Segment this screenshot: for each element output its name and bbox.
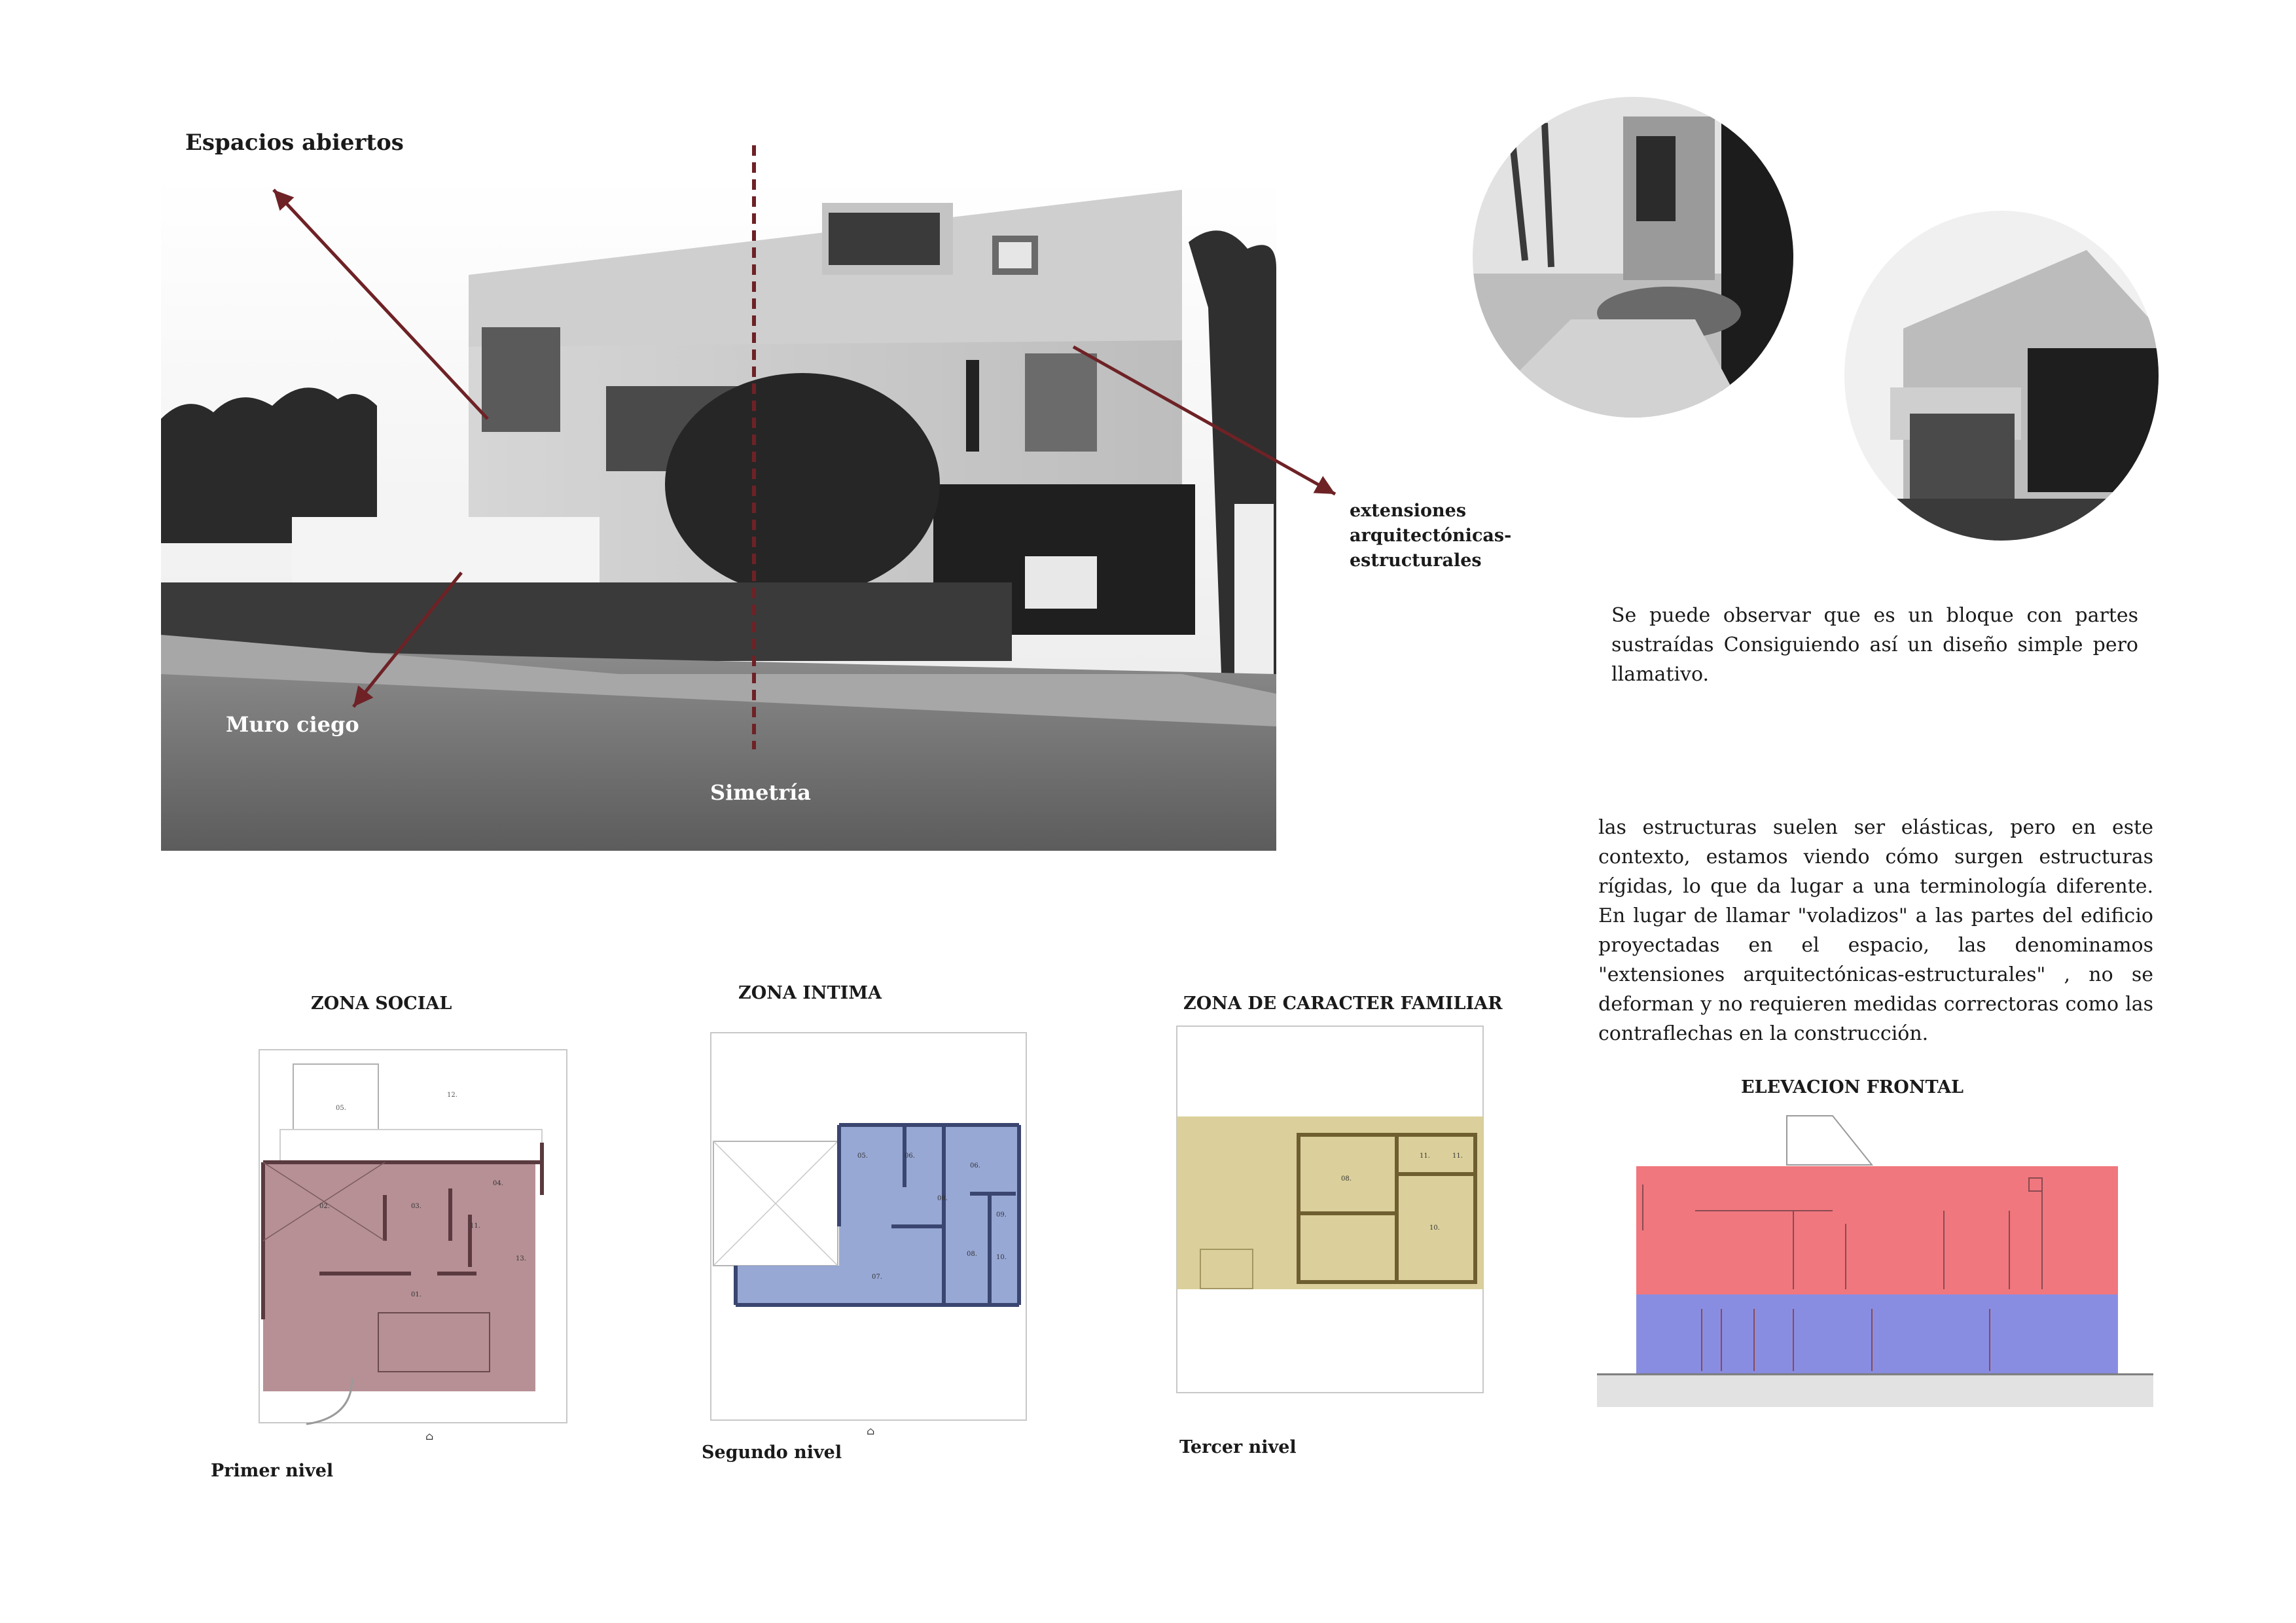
floor-plan-segundo-nivel	[708, 1030, 1029, 1437]
social-zone-fill	[263, 1162, 535, 1391]
level-label-primer: Primer nivel	[211, 1461, 334, 1481]
entry-marker: ⌂	[867, 1425, 875, 1437]
room-label: 03.	[411, 1203, 422, 1210]
room-label: 01.	[411, 1291, 422, 1298]
label-simetria: Simetría	[710, 780, 812, 805]
room-label: 08.	[967, 1251, 977, 1258]
label-espacios-abiertos: Espacios abiertos	[185, 130, 404, 156]
level-label-tercer: Tercer nivel	[1179, 1437, 1297, 1457]
entry-marker: ⌂	[425, 1430, 434, 1442]
paragraph-estructuras: las estructuras suelen ser elásticas, pero en este contexto, estamos viendo cómo surgen estructuras rígidas, lo que da lugar a una terminología diferente. En lugar de llamar "voladizos" a las partes del edificio proyectadas en el espacio, las denominamos "extensiones arquitectónicas-estructurales" , no se deforman y no requieren medidas correctoras como las contraflechas en la construcción.	[1598, 816, 2153, 1045]
label-extensiones-line-3: estructurales	[1350, 550, 1482, 571]
level-label-segundo: Segundo nivel	[702, 1442, 842, 1463]
room-label: 06.	[905, 1152, 915, 1160]
extensiones-arrow	[1073, 347, 1335, 494]
zone-familiar-title: ZONA DE CARACTER FAMILIAR	[1183, 993, 1503, 1014]
muro-arrow	[353, 573, 461, 707]
label-muro-ciego: Muro ciego	[226, 712, 359, 737]
label-extensiones-line-1: extensiones	[1350, 501, 1467, 521]
elevation-upper-fill	[1636, 1166, 2118, 1294]
room-label: 11.	[1452, 1152, 1463, 1160]
room-label: 06.	[970, 1162, 980, 1169]
room-label: 04.	[493, 1180, 503, 1187]
room-label: 08.	[1341, 1175, 1352, 1183]
room-label: 10.	[1429, 1224, 1440, 1232]
familiar-zone-fill	[1177, 1116, 1483, 1289]
room-label: 02.	[319, 1203, 330, 1210]
room-label: 08.	[937, 1195, 948, 1202]
label-extensiones-line-2: arquitectónicas-	[1350, 526, 1512, 546]
floor-plan-tercer-nivel	[1174, 1024, 1486, 1395]
room-label: 05.	[857, 1152, 868, 1160]
room-label: 11.	[1420, 1152, 1430, 1160]
elevation-lower-fill	[1636, 1294, 2118, 1376]
paragraph-bloque: Se puede observar que es un bloque con partes sustraídas Consiguiendo así un diseño simple pero llamativo.	[1611, 604, 2138, 686]
room-label: 07.	[872, 1274, 882, 1281]
front-elevation-drawing	[1597, 1113, 2153, 1407]
floor-plan-primer-nivel	[254, 1044, 568, 1444]
zone-intima-title: ZONA INTIMA	[738, 983, 882, 1003]
room-label: 05.	[336, 1105, 346, 1112]
circle-photo-facade	[1844, 211, 2159, 541]
room-label: 10.	[996, 1254, 1007, 1261]
room-label: 11.	[470, 1222, 480, 1230]
circle-photo-courtyard	[1473, 97, 1793, 418]
label-extensiones	[1350, 499, 1511, 573]
elevation-title: ELEVACION FRONTAL	[1741, 1077, 1964, 1097]
room-label: 13.	[516, 1255, 526, 1262]
room-label: 12.	[447, 1092, 457, 1099]
espacios-arrow	[274, 190, 488, 419]
room-label: 09.	[996, 1211, 1007, 1219]
zone-social-title: ZONA SOCIAL	[311, 993, 452, 1014]
